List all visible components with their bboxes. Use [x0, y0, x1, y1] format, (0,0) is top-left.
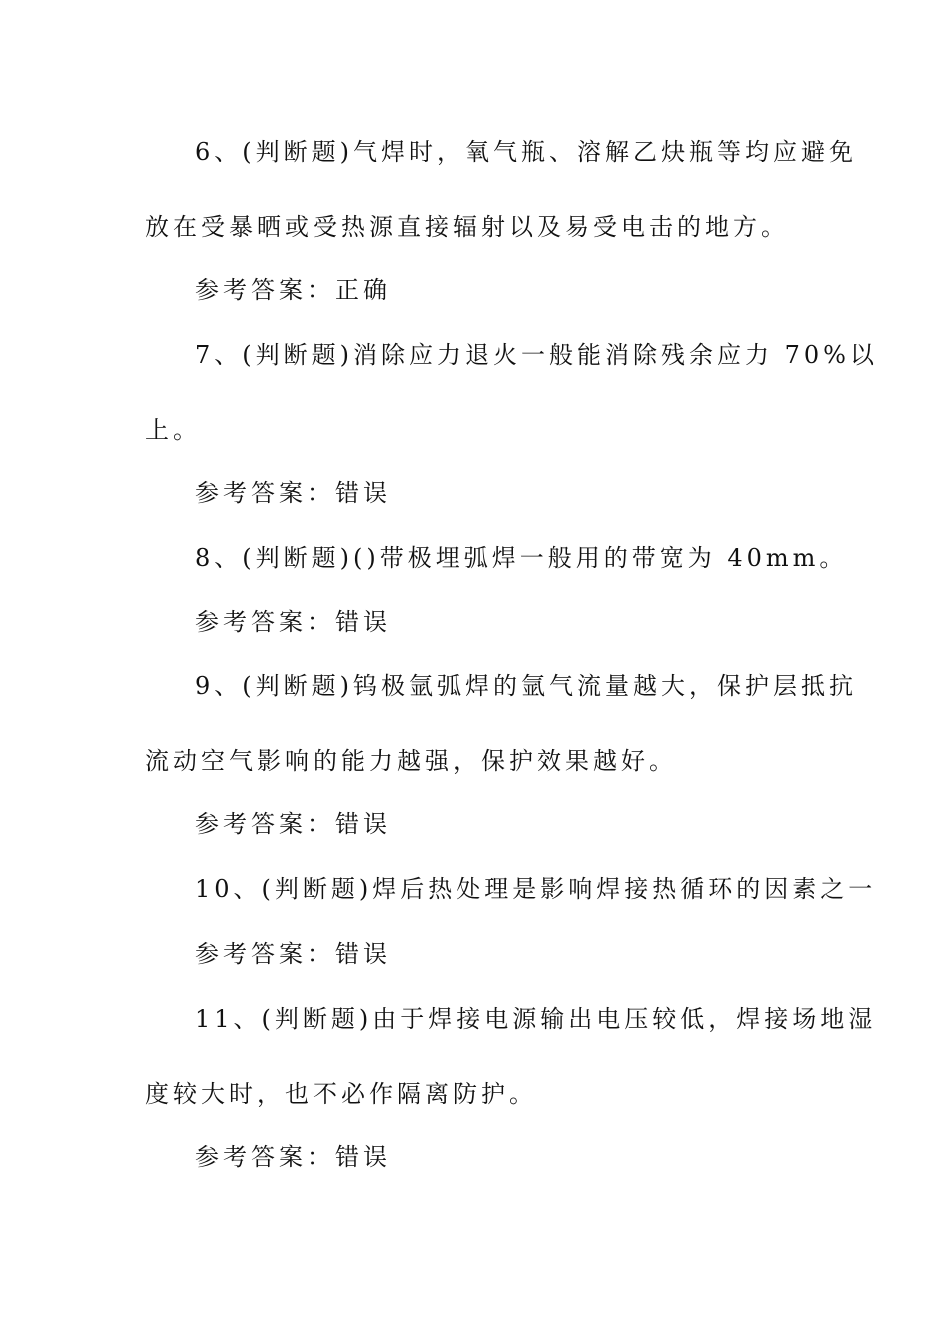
question-11-answer: 参考答案：错误 — [195, 1143, 391, 1171]
question-6-text: 6、(判断题)气焊时，氧气瓶、溶解乙炔瓶等均应避免 — [195, 138, 857, 166]
question-8-text: 8、(判断题)()带极埋弧焊一般用的带宽为 40mm。 — [195, 544, 848, 572]
question-6-text-continued: 放在受暴晒或受热源直接辐射以及易受电击的地方。 — [145, 213, 789, 241]
question-10-answer: 参考答案：错误 — [195, 940, 391, 968]
question-9-answer: 参考答案：错误 — [195, 810, 391, 838]
question-11-text-continued: 度较大时，也不必作隔离防护。 — [145, 1080, 537, 1108]
question-8-answer: 参考答案：错误 — [195, 608, 391, 636]
question-11-text: 11、(判断题)由于焊接电源输出电压较低，焊接场地湿 — [195, 1005, 877, 1033]
question-7-text: 7、(判断题)消除应力退火一般能消除残余应力 70%以 — [195, 341, 878, 369]
question-10-text: 10、(判断题)焊后热处理是影响焊接热循环的因素之一 — [195, 875, 877, 903]
question-9-text: 9、(判断题)钨极氩弧焊的氩气流量越大，保护层抵抗 — [195, 672, 857, 700]
question-6-answer: 参考答案：正确 — [195, 276, 391, 304]
question-7-answer: 参考答案：错误 — [195, 479, 391, 507]
question-9-text-continued: 流动空气影响的能力越强，保护效果越好。 — [145, 747, 677, 775]
question-7-text-continued: 上。 — [145, 416, 201, 444]
